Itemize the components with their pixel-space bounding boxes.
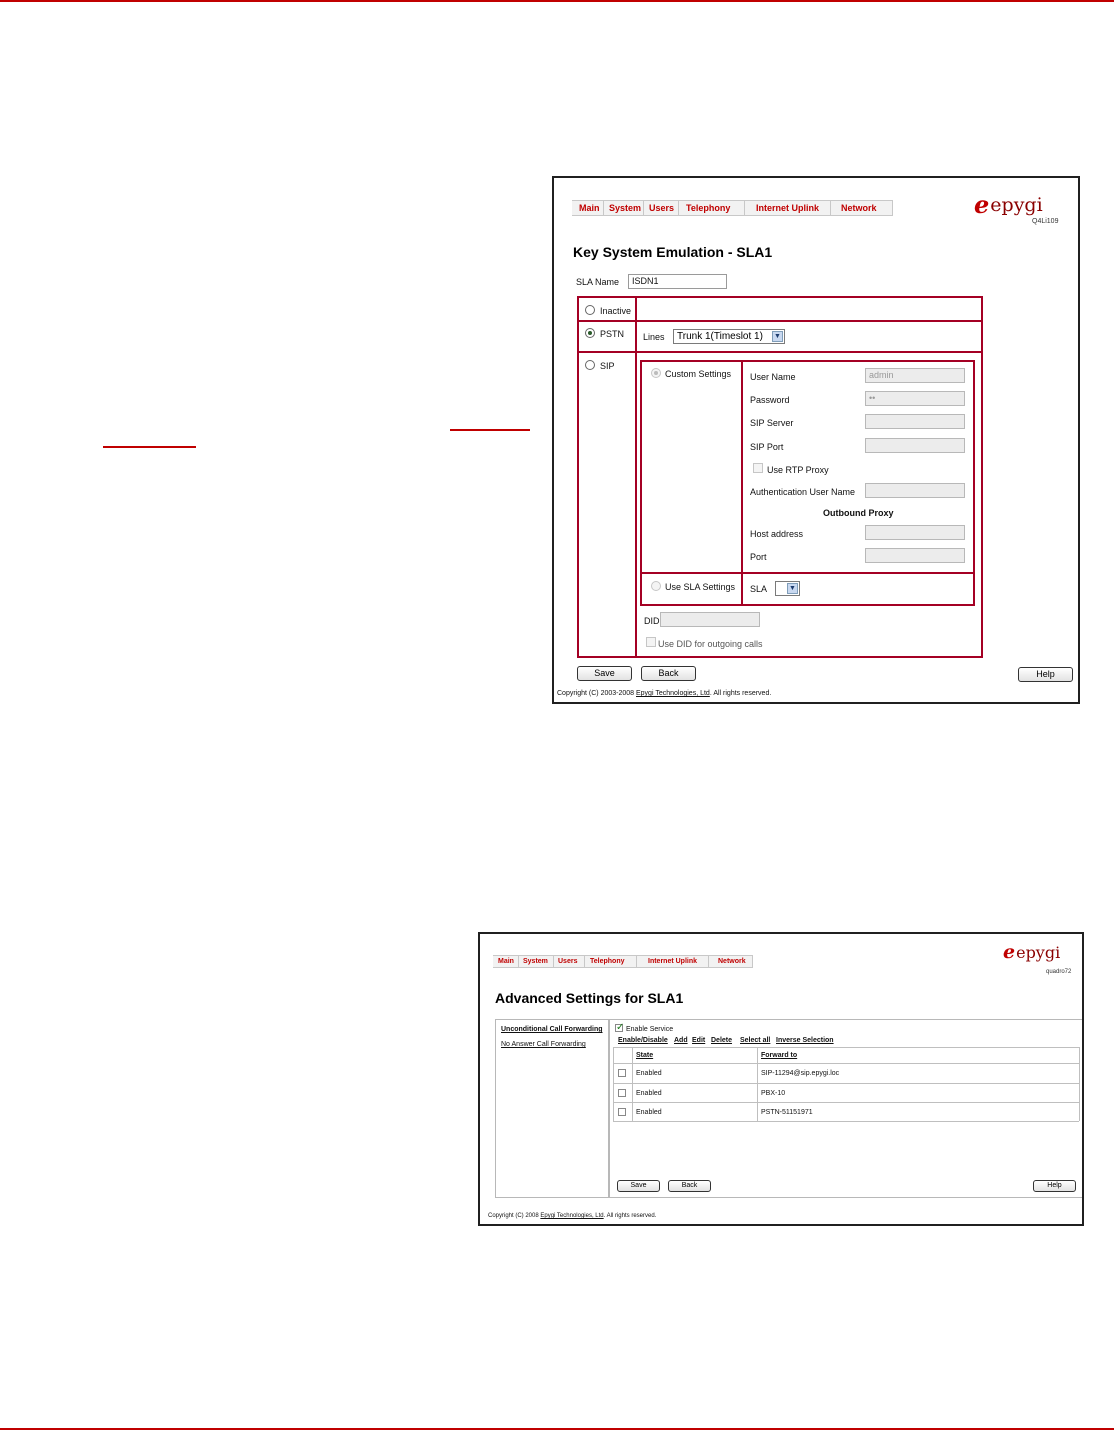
nav-internet-uplink[interactable]: Internet Uplink	[637, 956, 709, 967]
host-address-input[interactable]	[865, 525, 965, 540]
epygi-logo-mark: e	[974, 190, 990, 219]
sla-select[interactable]	[775, 581, 800, 596]
copyright-suffix: . All rights reserved.	[709, 690, 772, 697]
user-name-input[interactable]: admin	[865, 368, 965, 383]
back-button[interactable]: Back	[668, 1180, 711, 1192]
save-button[interactable]: Save	[617, 1180, 660, 1192]
sip-server-label: SIP Server	[750, 418, 794, 428]
action-delete[interactable]: Delete	[711, 1037, 733, 1044]
enable-service-checkbox[interactable]	[615, 1024, 623, 1032]
sip-label: SIP	[600, 361, 615, 371]
main-nav	[572, 200, 893, 216]
did-input[interactable]	[660, 612, 760, 627]
table-grid-line	[613, 1083, 1079, 1084]
use-rtp-proxy-label: Use RTP Proxy	[767, 465, 829, 475]
table-grid-line	[613, 1102, 1079, 1103]
key-system-emulation-screenshot	[552, 176, 1080, 704]
page-title: Advanced Settings for SLA1	[495, 990, 684, 1006]
nav-telephony[interactable]: Telephony	[679, 201, 745, 215]
row-state: Enabled	[636, 1090, 662, 1097]
port-input[interactable]	[865, 548, 965, 563]
header-rule	[0, 0, 1114, 2]
lines-select-value: Trunk 1(Timeslot 1)	[677, 331, 763, 342]
nav-network[interactable]: Network	[831, 201, 893, 215]
epygi-logo	[1003, 941, 1060, 963]
custom-settings-radio[interactable]	[651, 368, 661, 378]
use-rtp-proxy-checkbox[interactable]	[753, 463, 763, 473]
port-label: Port	[750, 552, 767, 562]
auth-user-name-input[interactable]	[865, 483, 965, 498]
custom-settings-label: Custom Settings	[665, 369, 732, 379]
inactive-label: Inactive	[600, 306, 632, 316]
use-did-label: Use DID for outgoing calls	[658, 639, 763, 649]
epygi-logo-word: epygi	[990, 193, 1043, 216]
row-divider-pstn	[577, 351, 983, 353]
host-address-label: Host address	[750, 529, 804, 539]
document-link-underline[interactable]	[103, 446, 196, 448]
password-input[interactable]: ••	[865, 391, 965, 406]
copyright-prefix: Copyright (C) 2003-2008	[557, 690, 636, 697]
help-button[interactable]: Help	[1033, 1180, 1076, 1192]
nav-main[interactable]: Main	[493, 956, 519, 967]
sla-select-label: SLA	[750, 584, 768, 594]
page-title: Key System Emulation - SLA1	[573, 244, 773, 260]
sla-name-input[interactable]: ISDN1	[628, 274, 727, 289]
document-link-underline[interactable]	[450, 429, 530, 431]
nav-internet-uplink[interactable]: Internet Uplink	[745, 201, 831, 215]
lines-select[interactable]	[673, 329, 785, 344]
lines-label: Lines	[643, 332, 665, 342]
pstn-label: PSTN	[600, 329, 625, 339]
row-forward-to: PBX-10	[761, 1090, 786, 1097]
help-button[interactable]: Help	[1018, 667, 1073, 682]
row-divider-inactive	[577, 320, 983, 322]
epygi-link[interactable]: Epygi Technologies, Ltd	[636, 690, 710, 697]
main-nav	[493, 955, 753, 968]
table-grid-line	[613, 1121, 1079, 1122]
row-checkbox[interactable]	[618, 1089, 626, 1097]
nav-network[interactable]: Network	[709, 956, 753, 967]
row-forward-to: PSTN-51151971	[761, 1109, 813, 1116]
table-grid-line	[757, 1047, 758, 1121]
did-label: DID	[644, 616, 660, 626]
nav-system[interactable]: System	[519, 956, 554, 967]
nav-telephony[interactable]: Telephony	[585, 956, 637, 967]
user-name-label: User Name	[750, 372, 796, 382]
chevron-down-icon: ▼	[772, 331, 783, 342]
row-forward-to: SIP-11294@sip.epygi.loc	[761, 1070, 840, 1077]
row-checkbox[interactable]	[618, 1069, 626, 1077]
sidebar-item-unconditional[interactable]: Unconditional Call Forwarding	[501, 1026, 603, 1033]
use-sla-settings-radio[interactable]	[651, 581, 661, 591]
copyright-footer	[557, 690, 771, 697]
sip-radio[interactable]	[585, 360, 595, 370]
inactive-radio[interactable]	[585, 305, 595, 315]
device-model: quadro72	[1046, 969, 1072, 975]
outbound-proxy-heading: Outbound Proxy	[823, 508, 894, 518]
table-grid-line	[632, 1047, 633, 1121]
table-grid-line	[613, 1047, 1079, 1048]
footer-rule	[0, 1428, 1114, 1430]
action-select-all[interactable]: Select all	[740, 1037, 771, 1044]
sidebar-item-no-answer[interactable]: No Answer Call Forwarding	[501, 1041, 586, 1048]
advanced-settings-screenshot	[478, 932, 1084, 1226]
column-header-forward-to[interactable]: Forward to	[761, 1052, 798, 1059]
epygi-logo-word: epygi	[1016, 942, 1061, 962]
nav-users[interactable]: Users	[554, 956, 585, 967]
device-model: Q4Li109	[1032, 218, 1059, 225]
copyright-footer	[488, 1213, 656, 1219]
use-did-checkbox[interactable]	[646, 637, 656, 647]
copyright-suffix: . All rights reserved.	[603, 1213, 657, 1219]
sla-name-label: SLA Name	[576, 277, 620, 287]
chevron-down-icon: ▼	[787, 583, 798, 594]
action-add[interactable]: Add	[674, 1037, 688, 1044]
table-grid-line	[613, 1063, 1079, 1064]
nav-main[interactable]: Main	[572, 201, 604, 215]
action-enable-disable[interactable]: Enable/Disable	[618, 1037, 668, 1044]
save-button[interactable]: Save	[577, 666, 632, 681]
auth-user-name-label: Authentication User Name	[750, 487, 856, 497]
main-panel	[609, 1019, 1084, 1198]
password-label: Password	[750, 395, 790, 405]
copyright-prefix: Copyright (C) 2008	[488, 1213, 541, 1219]
table-grid-line	[1079, 1047, 1080, 1121]
sip-port-input[interactable]	[865, 438, 965, 453]
epygi-logo	[974, 190, 1043, 219]
action-inverse-selection[interactable]: Inverse Selection	[776, 1037, 834, 1044]
custom-settings-divider	[741, 360, 743, 604]
enable-service-label: Enable Service	[626, 1026, 674, 1033]
nav-system[interactable]: System	[604, 201, 644, 215]
back-button[interactable]: Back	[641, 666, 696, 681]
column-header-state[interactable]: State	[636, 1052, 654, 1059]
sip-server-input[interactable]	[865, 414, 965, 429]
row-state: Enabled	[636, 1109, 662, 1116]
row-checkbox[interactable]	[618, 1108, 626, 1116]
action-edit[interactable]: Edit	[692, 1037, 706, 1044]
epygi-logo-mark: e	[1003, 941, 1016, 963]
nav-users[interactable]: Users	[644, 201, 679, 215]
row-state: Enabled	[636, 1070, 662, 1077]
table-grid-line	[613, 1047, 614, 1121]
sip-port-label: SIP Port	[750, 442, 784, 452]
pstn-radio[interactable]	[585, 328, 595, 338]
epygi-link[interactable]: Epygi Technologies, Ltd	[540, 1213, 604, 1219]
use-sla-settings-label: Use SLA Settings	[665, 582, 736, 592]
